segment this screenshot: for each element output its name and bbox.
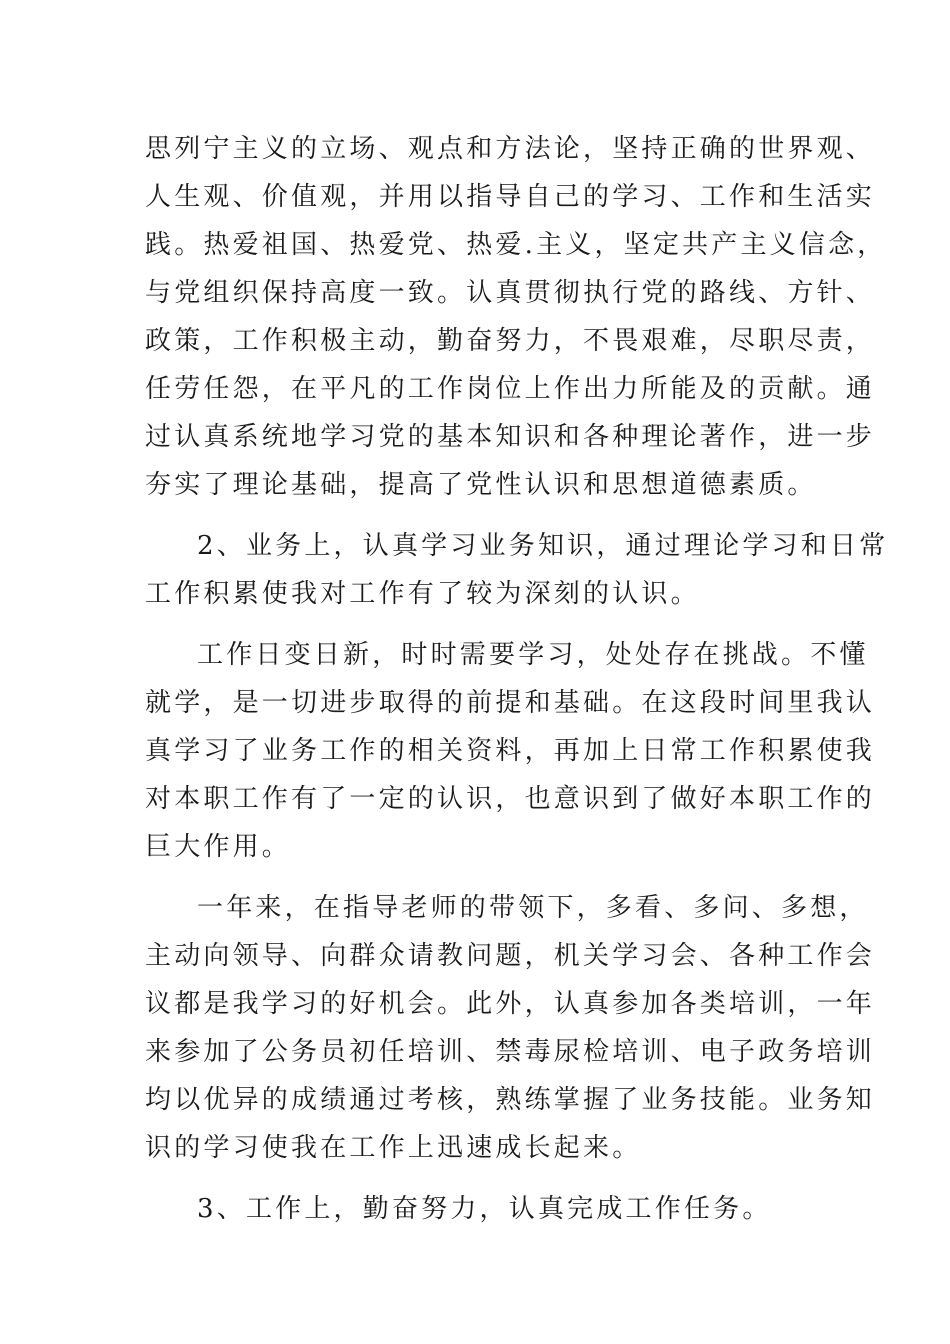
text-line: 真学习了业务工作的相关资料，再加上日常工作积累使我 [145,736,876,766]
text-line: 工作积累使我对工作有了较为深刻的认识。 [145,579,700,609]
text-line: 主动向领导、向群众请教问题，机关学习会、各种工作会 [145,941,876,971]
text-line: 一年来，在指导老师的带领下，多看、多问、多想， [197,893,869,923]
text-line: 来参加了公务员初任培训、禁毒尿检培训、电子政务培训 [145,1037,876,1067]
paragraph-5 [145,1185,809,1233]
text-line: 均以优异的成绩通过考核，熟练掌握了业务技能。业务知 [145,1085,876,1115]
text-line: 就学，是一切进步取得的前提和基础。在这段时间里我认 [145,688,876,718]
text-line: 识的学习使我在工作上迅速成长起来。 [145,1133,642,1163]
text-line: 过认真系统地学习党的基本知识和各种理论著作，进一步 [145,422,876,452]
text-line: 3、工作上，勤奋努力，认真完成工作任务。 [197,1194,772,1224]
text-line: 巨大作用。 [145,832,292,862]
text-line: 夯实了理论基础，提高了党性认识和思想道德素质。 [145,470,817,500]
text-line: 工作日变日新，时时需要学习，处处存在挑战。不懂 [197,640,869,670]
text-line: 2、业务上，认真学习业务知识，通过理论学习和日常 [197,531,889,561]
document-body [145,125,889,1233]
paragraph-2 [145,522,889,618]
text-line: 思列宁主义的立场、观点和方法论，坚持正确的世界观、 [145,134,876,164]
text-line: 任劳任怨，在平凡的工作岗位上作出力所能及的贡献。通 [145,374,876,404]
text-line: 人生观、价值观，并用以指导自己的学习、工作和生活实 [145,182,876,212]
text-line: 与党组织保持高度一致。认真贯彻执行党的路线、方针、 [145,278,876,308]
paragraph-4 [145,884,876,1172]
text-line: 践。热爱祖国、热爱党、热爱.主义，坚定共产主义信念， [145,230,887,260]
text-line: 政策，工作积极主动，勤奋努力，不畏艰难，尽职尽责， [145,326,876,356]
text-line: 对本职工作有了一定的认识，也意识到了做好本职工作的 [145,784,876,814]
paragraph-3 [145,631,876,871]
paragraph-1 [145,125,887,509]
text-line: 议都是我学习的好机会。此外，认真参加各类培训，一年 [145,989,876,1019]
